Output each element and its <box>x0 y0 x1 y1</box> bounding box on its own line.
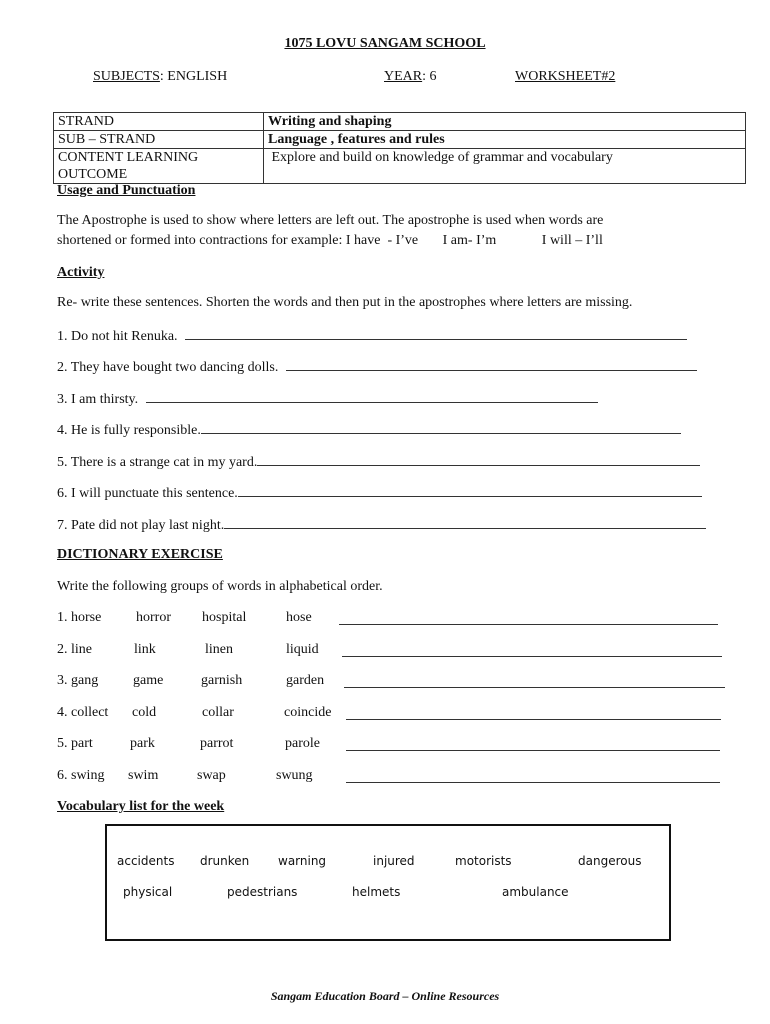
vocab-word: physical <box>123 885 173 899</box>
vocab-word: accidents <box>117 854 175 868</box>
sentence-text: 1. Do not hit Renuka. <box>57 329 178 344</box>
sub-strand-row <box>54 131 746 149</box>
word: collar <box>202 705 234 720</box>
sentence-text: 6. I will punctuate this sentence. <box>57 486 238 501</box>
strand-value: Writing and shaping <box>264 113 746 131</box>
outcome-value: Explore and build on knowledge of grammar and vocabulary <box>264 149 746 184</box>
word: park <box>130 736 155 751</box>
vocabulary-box <box>105 824 671 941</box>
word: game <box>133 673 164 688</box>
activity-instruction: Re- write these sentences. Shorten the words and then put in the apostrophes where letters are missing. <box>57 295 633 310</box>
answer-blank[interactable] <box>346 738 720 751</box>
strand-label: STRAND <box>54 113 264 131</box>
dictionary-instruction: Write the following groups of words in alphabetical order. <box>57 579 383 594</box>
subjects-label: SUBJECTS <box>93 69 160 84</box>
sentence-7 <box>57 516 706 534</box>
activity-heading: Activity <box>57 265 105 280</box>
vocab-word: ambulance <box>502 885 569 899</box>
footer-text: Sangam Education Board – Online Resources <box>270 989 500 1003</box>
usage-line-1: The Apostrophe is used to show where letters are left out. The apostrophe is used when words are <box>57 213 604 228</box>
word: swim <box>128 768 159 783</box>
word: hose <box>286 610 312 625</box>
sentence-5 <box>57 453 700 471</box>
sub-strand-value: Language , features and rules <box>264 131 746 149</box>
answer-blank[interactable] <box>342 644 722 657</box>
word: linen <box>205 642 233 657</box>
answer-blank[interactable] <box>238 484 702 497</box>
answer-blank[interactable] <box>339 612 718 625</box>
word: 1. horse <box>57 610 102 625</box>
word: parrot <box>200 736 234 751</box>
sentence-text: 7. Pate did not play last night. <box>57 518 225 533</box>
word: 6. swing <box>57 768 105 783</box>
vocab-word: pedestrians <box>227 885 298 899</box>
word: 4. collect <box>57 705 109 720</box>
vocab-word: dangerous <box>578 854 642 868</box>
answer-blank[interactable] <box>344 675 725 688</box>
vocab-word: motorists <box>455 854 512 868</box>
usage-line-2: shortened or formed into contractions for example: I have - I’ve I am- I’m I will – I’ll <box>57 233 603 248</box>
answer-blank[interactable] <box>346 770 720 783</box>
word: liquid <box>286 642 319 657</box>
word: cold <box>132 705 157 720</box>
sentence-3 <box>57 390 598 408</box>
worksheet-number: WORKSHEET#2 <box>515 69 616 84</box>
dictionary-heading: DICTIONARY EXERCISE <box>57 547 223 562</box>
usage-heading: Usage and Punctuation <box>57 183 196 198</box>
word: 2. line <box>57 642 92 657</box>
word: garnish <box>201 673 243 688</box>
word: horror <box>136 610 171 625</box>
answer-blank[interactable] <box>224 516 706 529</box>
answer-blank[interactable] <box>201 421 681 434</box>
outcome-label: CONTENT LEARNING OUTCOME <box>54 149 264 184</box>
sentence-6 <box>57 484 702 502</box>
outcome-row <box>54 149 746 184</box>
strand-table <box>53 112 746 184</box>
word: swap <box>197 768 226 783</box>
strand-row <box>54 113 746 131</box>
word: coincide <box>284 705 332 720</box>
sentence-4 <box>57 421 681 439</box>
sentence-2 <box>57 358 697 376</box>
word: parole <box>285 736 320 751</box>
word: swung <box>276 768 313 783</box>
vocab-word: helmets <box>352 885 401 899</box>
vocab-word: warning <box>278 854 327 868</box>
answer-blank[interactable] <box>346 707 721 720</box>
year-value: : 6 <box>422 69 437 84</box>
sentence-text: 5. There is a strange cat in my yard. <box>57 455 258 470</box>
answer-blank[interactable] <box>146 390 598 403</box>
word: link <box>134 642 156 657</box>
year-header <box>384 69 437 85</box>
word: hospital <box>202 610 247 625</box>
year-label: YEAR <box>384 69 423 84</box>
word: garden <box>286 673 325 688</box>
word: 5. part <box>57 736 93 751</box>
subjects-header <box>93 69 227 85</box>
vocab-word: drunken <box>200 854 250 868</box>
sentence-text: 3. I am thirsty. <box>57 392 139 407</box>
vocab-word: injured <box>373 854 415 868</box>
answer-blank[interactable] <box>257 453 700 466</box>
answer-blank[interactable] <box>286 358 697 371</box>
word: 3. gang <box>57 673 99 688</box>
answer-blank[interactable] <box>185 327 687 340</box>
sub-strand-label: SUB – STRAND <box>54 131 264 149</box>
sentence-text: 4. He is fully responsible. <box>57 423 201 438</box>
sentence-1 <box>57 327 687 345</box>
vocabulary-heading: Vocabulary list for the week <box>57 799 225 814</box>
subjects-value: : ENGLISH <box>159 69 228 84</box>
sentence-text: 2. They have bought two dancing dolls. <box>57 360 279 375</box>
school-title: 1075 LOVU SANGAM SCHOOL <box>284 36 486 51</box>
